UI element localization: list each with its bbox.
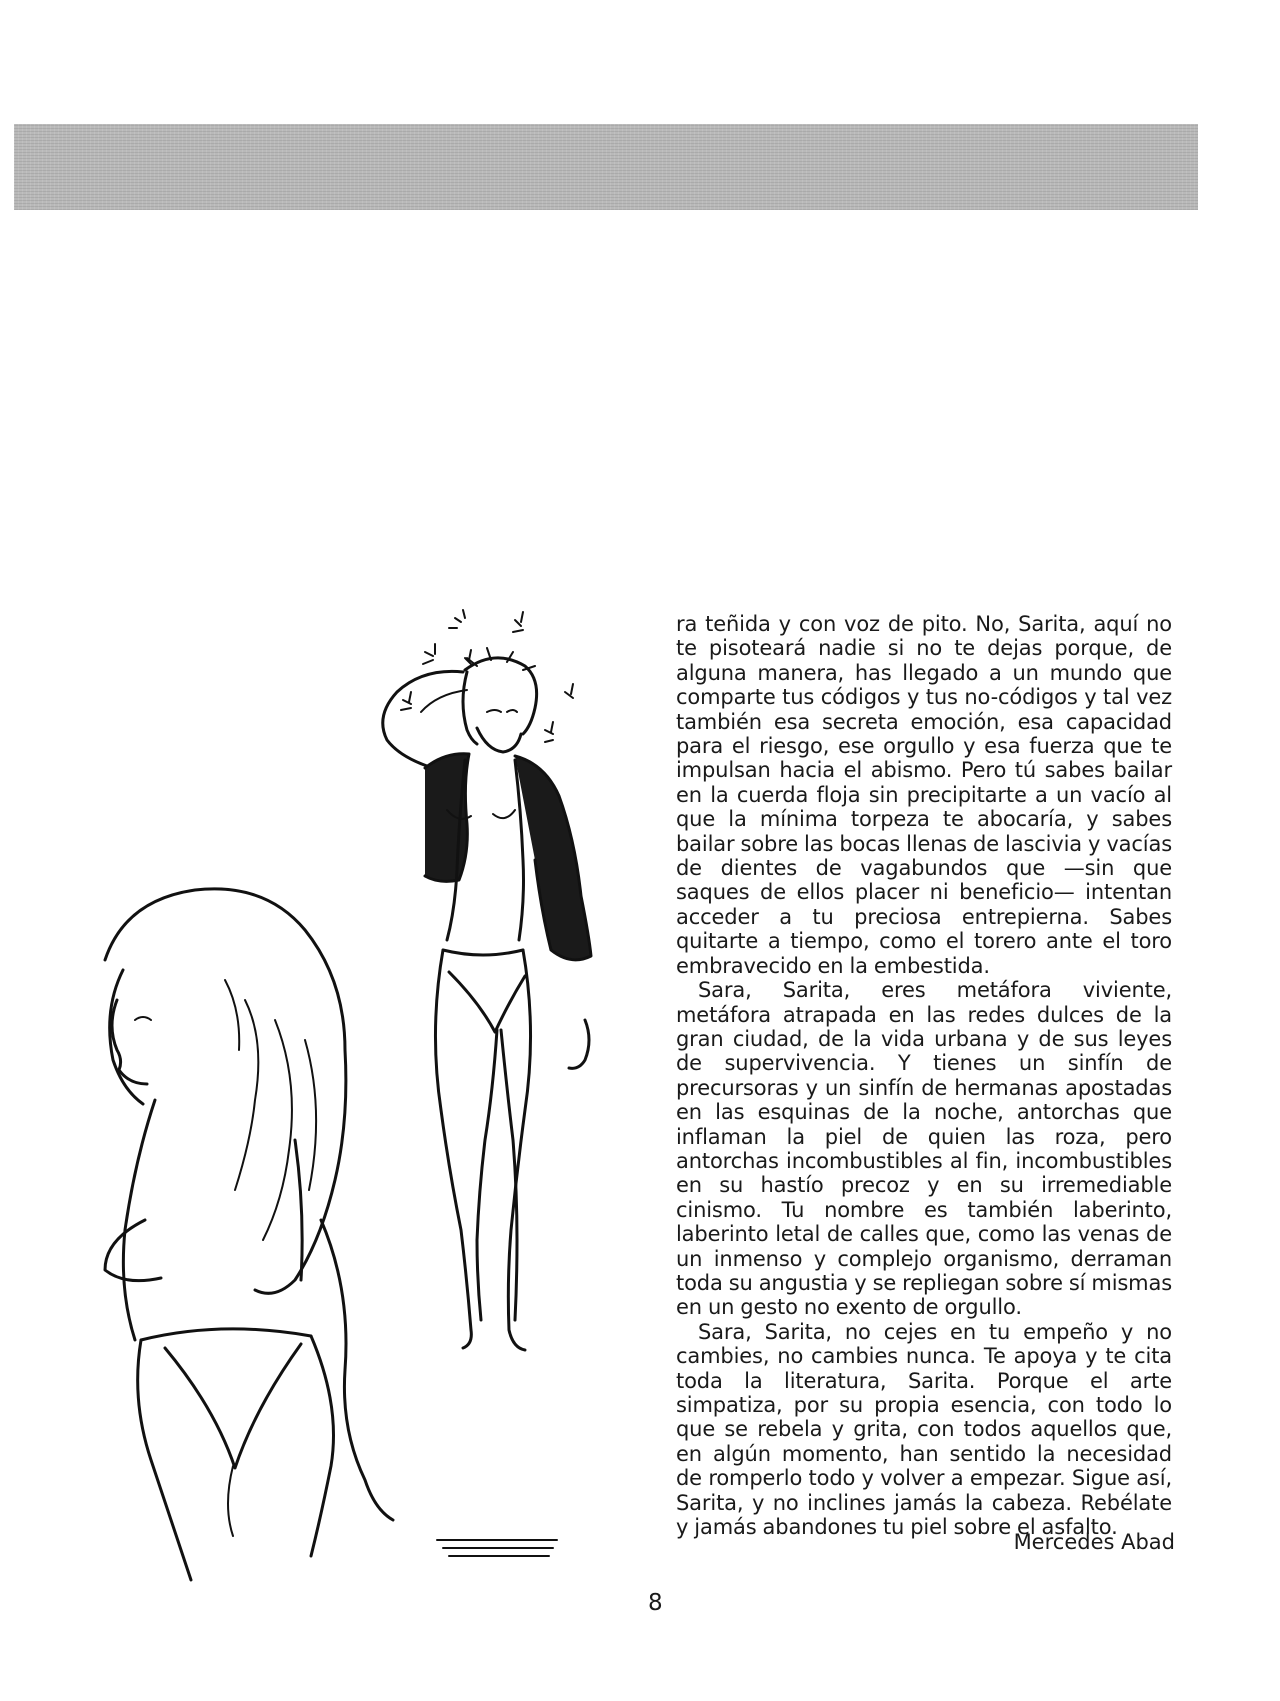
page-number: 8: [648, 1590, 663, 1616]
header-gray-band: [14, 124, 1198, 210]
standing-figure: [383, 648, 591, 1556]
paragraph-2: Sara, Sarita, eres metáfora viviente, metáfora atrapada en las redes dulces de la gran ciudad, de la vida urbana y de sus leyes de supervivencia. Y tienes un sinfín de precursoras y un sinfín de hermanas apostadas en las esquinas de la noche, antorchas que inflaman la piel de quien las roza, pero antorchas incombustibles al fin, incombustibles en su hastío precoz y en su irremediable cinismo. Tu nombre es también laberinto, laberinto letal de calles que, como las venas de un inmenso y complejo organismo, derraman toda su angustia y se repliegan sobre sí mismas en un gesto no exento de orgullo.: [676, 978, 1172, 1320]
author-signature: Mercedes Abad: [1013, 1530, 1175, 1554]
paragraph-1: ra teñida y con voz de pito. No, Sarita, aquí no te pisoteará nadie si no te dejas porque, de alguna manera, has llegado a un mundo que comparte tus códigos y tus no-códigos y tal vez también esa secreta emoción, esa capacidad para el riesgo, ese orgullo y esa fuerza que te impulsan hacia el abismo. Pero tú sabes bailar en la cuerda floja sin precipitarte a un vacío al que la mínima torpeza te abocaría, y sabes bailar sobre las bocas llenas de lascivia y vacías de dientes de vagabundos que —sin que saques de ellos placer ni beneficio— intentan acceder a tu preciosa entrepierna. Sabes quitarte a tiempo, como el torero ante el toro embravecido en la embestida.: [676, 612, 1172, 978]
ink-drawing-two-figures-icon: [45, 600, 645, 1620]
ink-illustration: [45, 600, 645, 1620]
paragraph-3: Sara, Sarita, no cejes en tu empeño y no cambies, no cambies nunca. Te apoya y te cita toda la literatura, Sarita. Porque el arte simpatiza, por su propia esencia, con todo lo que se rebela y grita, con todos aquellos que, en algún momento, han sentido la necesidad de romperlo todo y volver a empezar. Sigue así, Sarita, y no inclines jamás la cabeza. Rebélate y jamás abandones tu piel sobre el asfalto.: [676, 1319, 1172, 1540]
back-figure: [105, 889, 393, 1580]
article-body: [676, 612, 1172, 1539]
